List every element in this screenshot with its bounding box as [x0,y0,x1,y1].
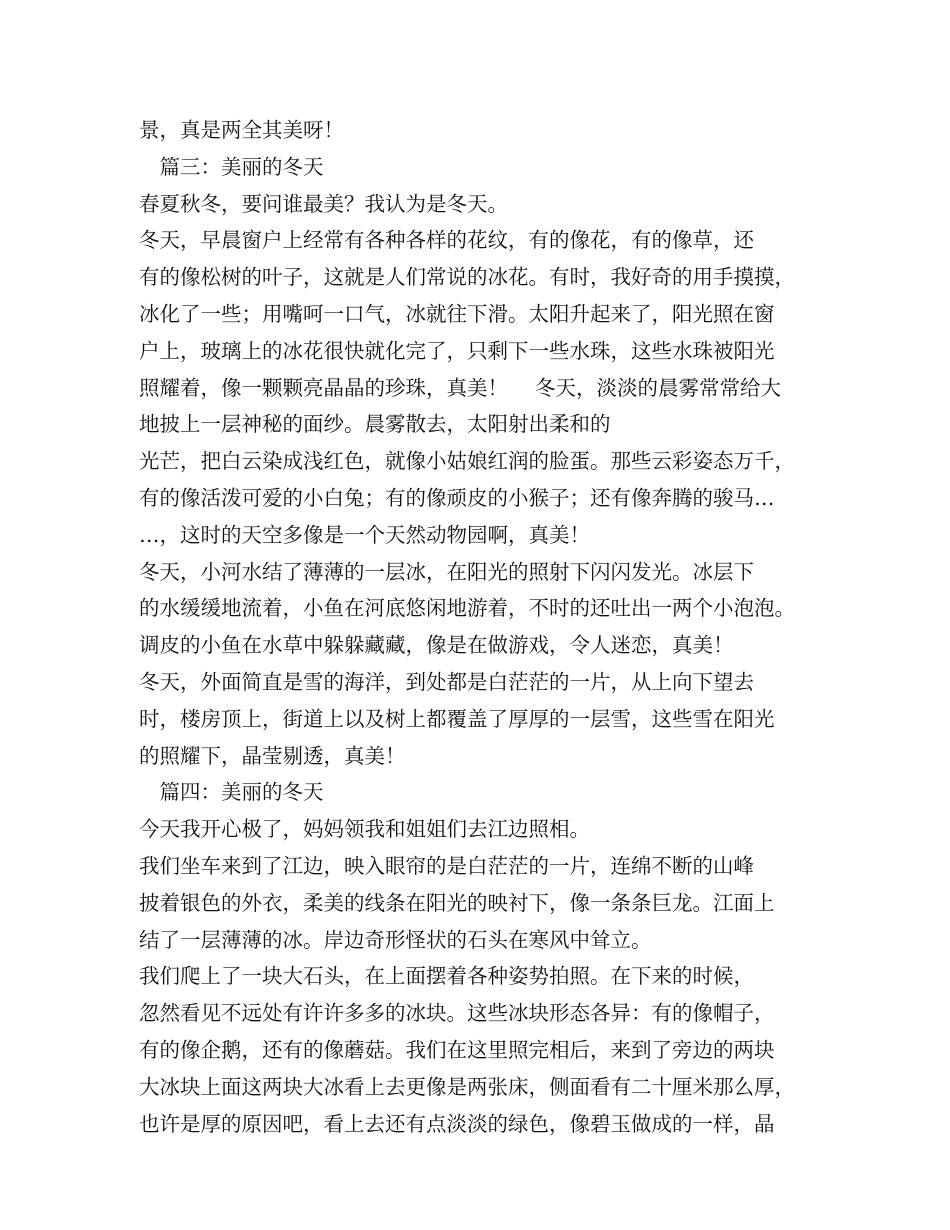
text-line-10: 光芒，把白云染成浅红色，就像小姑娘红润的脸蛋。那些云彩姿态万千， [139,449,795,474]
text-line-13: 冬天，小河水结了薄薄的一层冰，在阳光的照射下闪闪发光。冰层下 [139,559,754,584]
text-line-3: 春夏秋冬，要问谁最美？我认为是冬天。 [139,191,508,216]
text-line-9: 地披上一层神秘的面纱。晨雾散去，太阳射出柔和的 [139,412,611,437]
text-line-8: 照耀着，像一颗颗亮晶晶的珍珠，真美！ 冬天，淡淡的晨雾常常给大 [139,375,782,400]
essay-text [139,112,839,1142]
text-line-5: 有的像松树的叶子，这就是人们常说的冰花。有时，我好奇的用手摸摸， [139,265,795,290]
text-line-20: 今天我开心极了，妈妈领我和姐姐们去江边照相。 [139,817,590,842]
text-line-28: 也许是厚的原因吧，看上去还有点淡淡的绿色，像碧玉做成的一样，晶 [139,1111,775,1136]
text-line-24: 我们爬上了一块大石头，在上面摆着各种姿势拍照。在下来的时候， [139,964,754,989]
text-line-23: 结了一层薄薄的冰。岸边奇形怪状的石头在寒风中耸立。 [139,927,652,952]
section-heading-4: 篇四：美丽的冬天 [139,780,324,805]
section-heading-3: 篇三：美丽的冬天 [139,154,324,179]
text-line-17: 时，楼房顶上，街道上以及树上都覆盖了厚厚的一层雪，这些雪在阳光 [139,706,775,731]
text-line-7: 户上，玻璃上的冰花很快就化完了，只剩下一些水珠，这些水珠被阳光 [139,338,775,363]
text-line-4: 冬天，早晨窗户上经常有各种各样的花纹，有的像花，有的像草，还 [139,228,754,253]
text-line-27: 大冰块上面这两块大冰看上去更像是两张床，侧面看有二十厘米那么厚， [139,1074,795,1099]
text-line-21: 我们坐车来到了江边，映入眼帘的是白茫茫的一片，连绵不断的山峰 [139,853,754,878]
text-line-25: 忽然看见不远处有许许多多的冰块。这些冰块形态各异：有的像帽子， [139,1001,775,1026]
text-line-6: 冰化了一些；用嘴呵一口气，冰就往下滑。太阳升起来了，阳光照在窗 [139,301,775,326]
text-line-11: 有的像活泼可爱的小白兔；有的像顽皮的小猴子；还有像奔腾的骏马… [139,485,775,510]
text-line-15: 调皮的小鱼在水草中躲躲藏藏，像是在做游戏，令人迷恋，真美！ [139,633,734,658]
text-line-1: 景，真是两全其美呀！ [139,118,344,142]
text-line-12: …，这时的天空多像是一个天然动物园啊，真美！ [139,522,590,547]
text-line-18: 的照耀下，晶莹剔透，真美！ [139,743,406,768]
text-line-14: 的水缓缓地流着，小鱼在河底悠闲地游着，不时的还吐出一两个小泡泡。 [139,596,795,621]
text-line-22: 披着银色的外衣，柔美的线条在阳光的映衬下，像一条条巨龙。江面上 [139,890,775,915]
text-line-26: 有的像企鹅，还有的像蘑菇。我们在这里照完相后，来到了旁边的两块 [139,1037,775,1062]
text-line-16: 冬天，外面简直是雪的海洋，到处都是白茫茫的一片，从上向下望去 [139,669,754,694]
